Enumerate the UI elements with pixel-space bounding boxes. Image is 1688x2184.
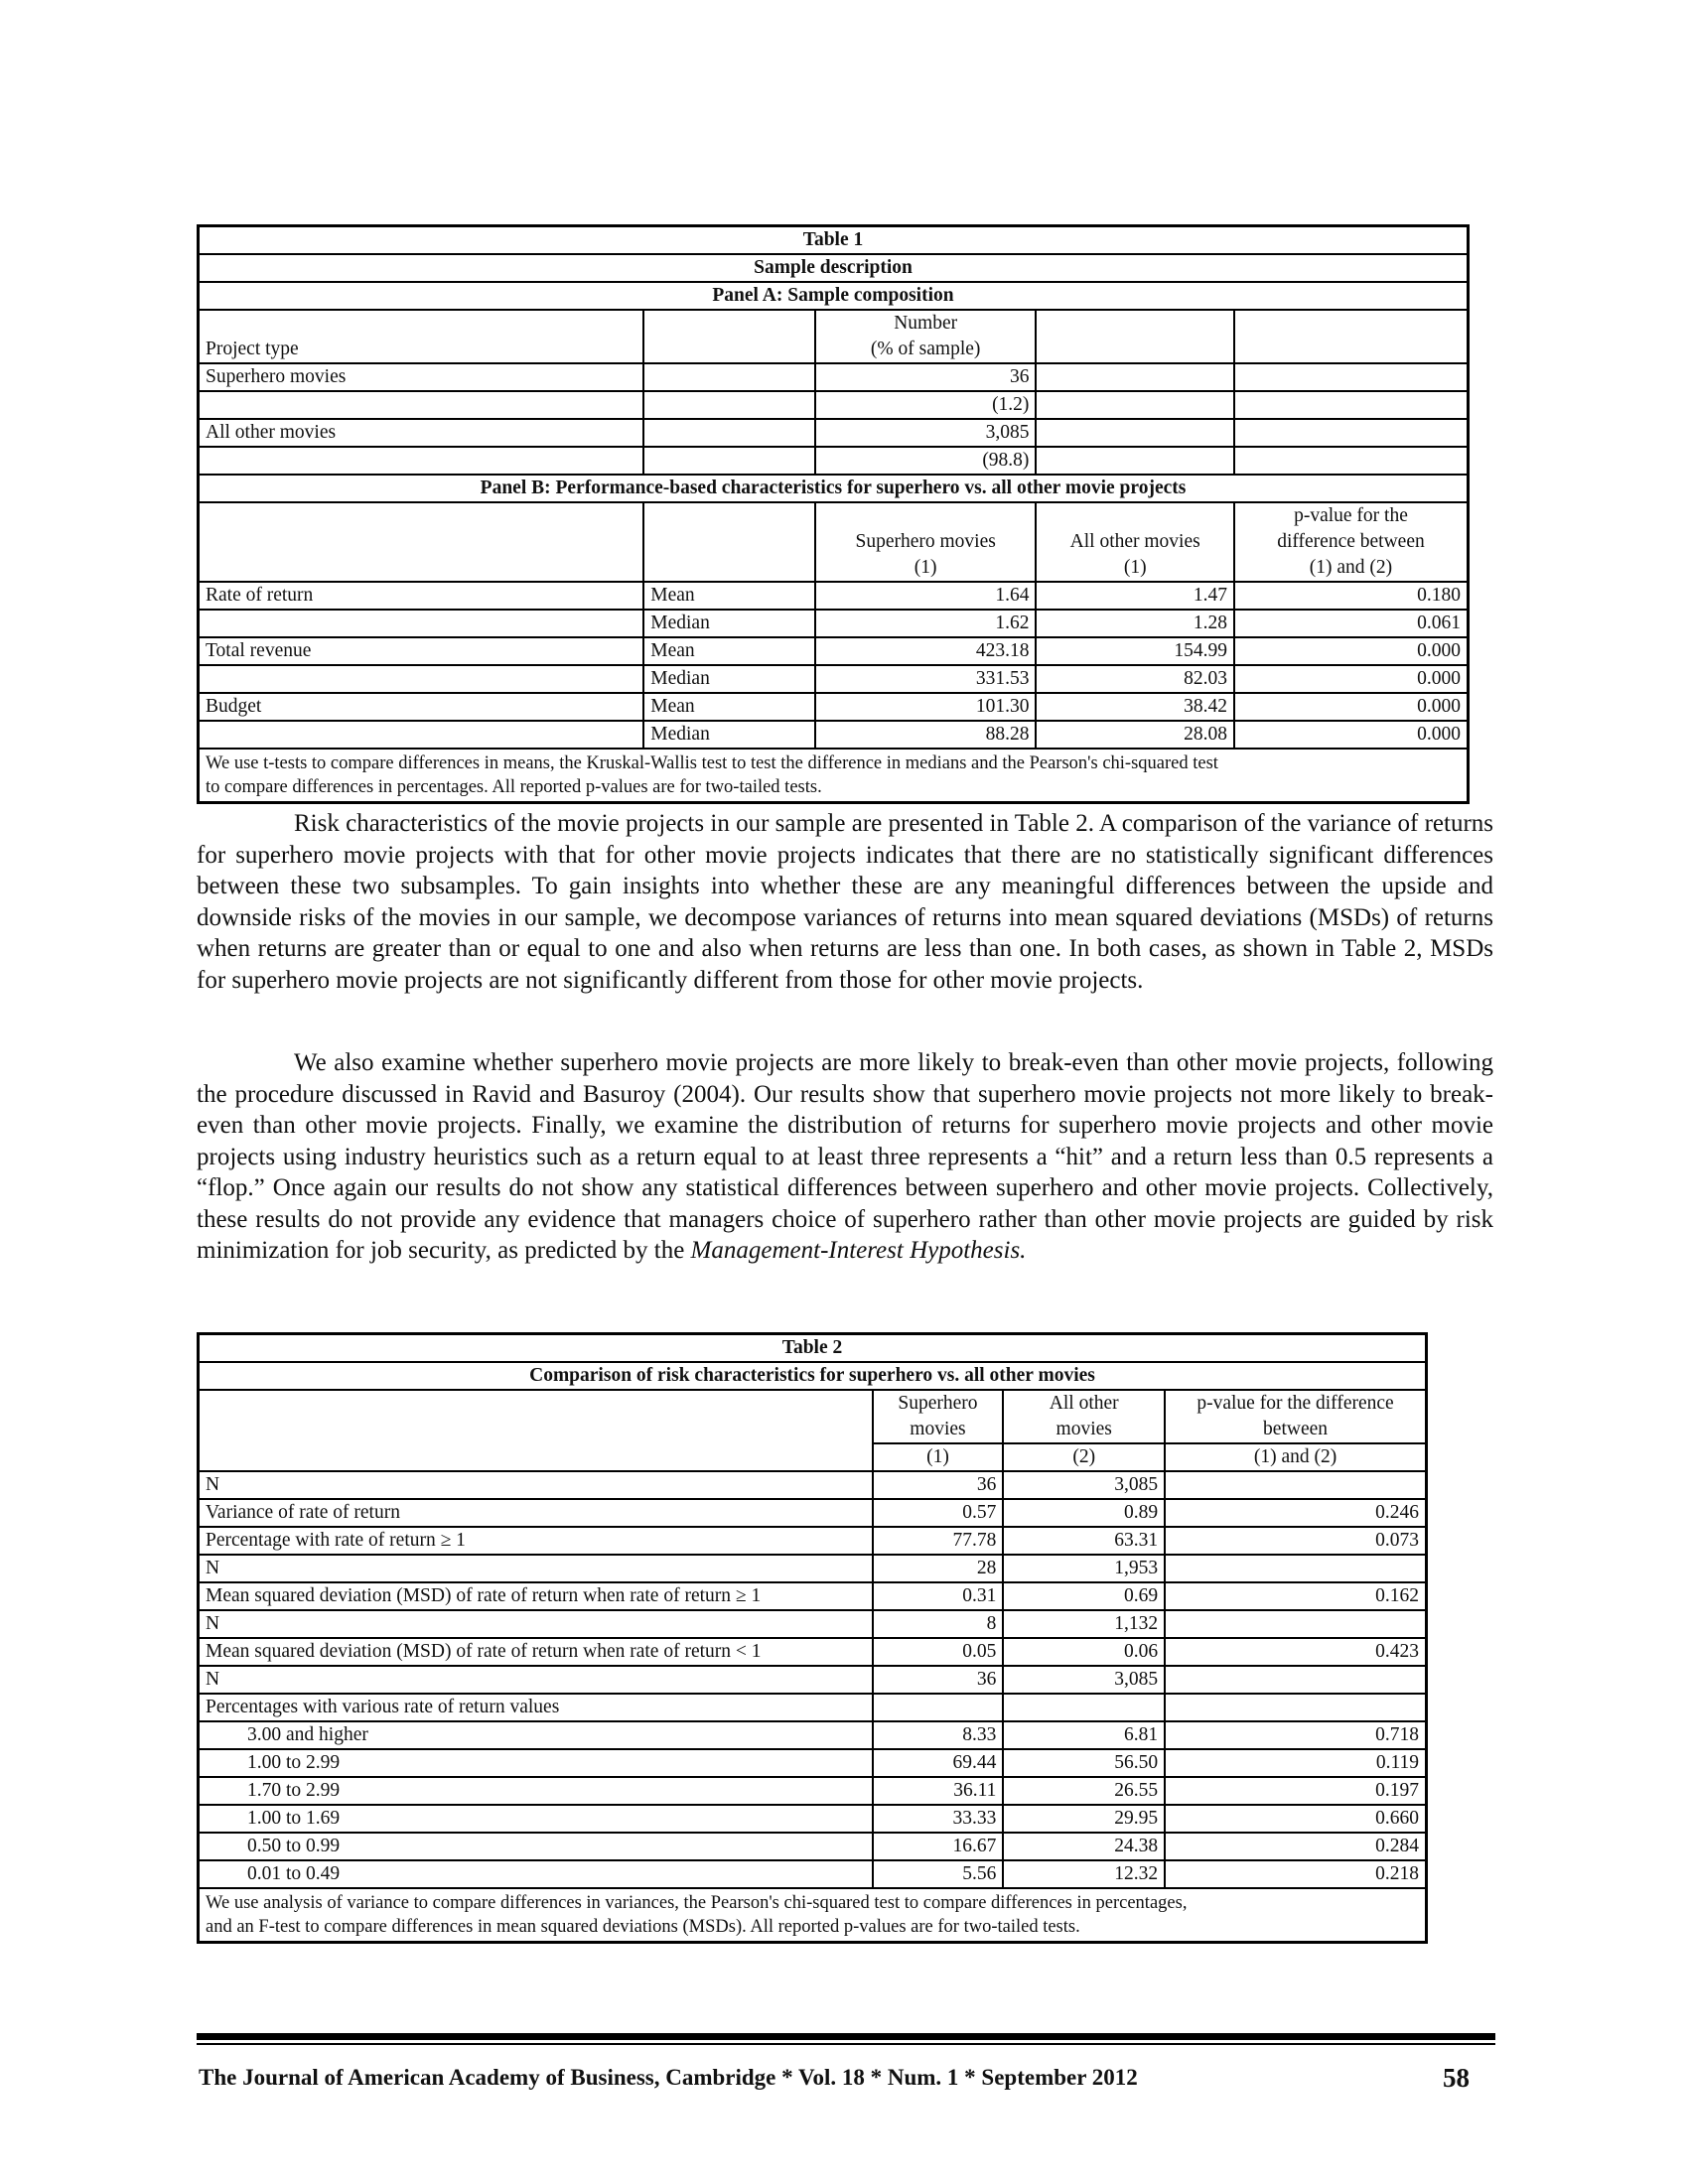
table-row: Mean squared deviation (MSD) of rate of return when rate of return ≥ 1 0.31 0.69 0.162 xyxy=(199,1582,1427,1610)
table-1 xyxy=(197,224,1470,804)
table-row: 3.00 and higher 8.33 6.81 0.718 xyxy=(199,1721,1427,1749)
p-value-header: p-value for the difference between (1) and (2) xyxy=(1234,502,1469,582)
table-row: Median 88.28 28.08 0.000 xyxy=(199,721,1469,749)
table-note: We use analysis of variance to compare differences in variances, the Pearson's chi-squared test to compare differences in percentages, and an F-test to compare differences in mean squared deviations (MSDs). All reported p-values are for two-tailed tests. xyxy=(199,1888,1427,1943)
table-row: 0.50 to 0.99 16.67 24.38 0.284 xyxy=(199,1833,1427,1860)
table-row: Median 1.62 1.28 0.061 xyxy=(199,610,1469,637)
table-row: 1.00 to 1.69 33.33 29.95 0.660 xyxy=(199,1805,1427,1833)
project-type-header: Project type xyxy=(199,310,644,363)
table-row: N 36 3,085 xyxy=(199,1471,1427,1499)
p-value-header: p-value for the difference between xyxy=(1165,1390,1426,1443)
table-row: 1.00 to 2.99 69.44 56.50 0.119 xyxy=(199,1749,1427,1777)
hypothesis-name: Management-Interest Hypothesis. xyxy=(690,1237,1027,1264)
table-row: 1.70 to 2.99 36.11 26.55 0.197 xyxy=(199,1777,1427,1805)
table-row: Rate of return Mean 1.64 1.47 0.180 xyxy=(199,582,1469,610)
table-row: All other movies 3,085 xyxy=(199,419,1469,447)
table-subtitle: Comparison of risk characteristics for superhero vs. all other movies xyxy=(199,1362,1427,1390)
table-title: Table 2 xyxy=(199,1334,1427,1363)
table-row: N 28 1,953 xyxy=(199,1555,1427,1582)
superhero-header: Superhero movies xyxy=(873,1390,1004,1443)
table-row: 0.01 to 0.49 5.56 12.32 0.218 xyxy=(199,1860,1427,1888)
table-row: (1.2) xyxy=(199,391,1469,419)
body-paragraph: Risk characteristics of the movie projects in our sample are presented in Table 2. A comparison of the variance of returns for superhero movie projects with that for other movie projects indicates that there are no statistically significant differences between these two subsamples. To gain insights into whether these are any meaningful differences between the upside and downside risks of the movies in our sample, we decompose variances of returns into mean squared deviations (MSDs) of returns when returns are greater than or equal to one and also when returns are less than one. In both cases, as shown in Table 2, MSDs for superhero movie projects are not significantly different from those for other movie projects. xyxy=(197,810,1493,994)
table-row: (98.8) xyxy=(199,447,1469,475)
table-title: Table 1 xyxy=(199,226,1469,255)
empty-cell xyxy=(1036,310,1234,363)
table-row: Budget Mean 101.30 38.42 0.000 xyxy=(199,693,1469,721)
table-row: Superhero movies 36 xyxy=(199,363,1469,391)
number-header: Number (% of sample) xyxy=(815,310,1037,363)
body-paragraph: We also examine whether superhero movie projects are more likely to break-even than other movie projects, following the procedure discussed in Ravid and Basuroy (2004). Our results show that superhero movie projects not more likely to break-even than other movie projects. Finally, we examine the distribution of returns for superhero movie projects and other movie projects using industry heuristics such as a return equal to at least three represents a “hit” and a return less than 0.5 represents a “flop.” Once again our results do not show any statistical differences between superhero and other movie projects. Collectively, these results do not provide any evidence that managers choice of superhero rather than other movie projects are guided by risk minimization for job security, as predicted by the Management-Interest Hypothesis. xyxy=(197,1049,1493,1264)
empty-cell xyxy=(1234,310,1469,363)
page-number: 58 xyxy=(1443,2063,1470,2093)
table-row: N 36 3,085 xyxy=(199,1666,1427,1694)
table-row: Median 331.53 82.03 0.000 xyxy=(199,665,1469,693)
table-row: Percentages with various rate of return values xyxy=(199,1694,1427,1721)
panel-b-title: Panel B: Performance-based characteristics for superhero vs. all other movie projects xyxy=(199,475,1469,502)
panel-a-title: Panel A: Sample composition xyxy=(199,282,1469,310)
superhero-header: Superhero movies (1) xyxy=(815,502,1037,582)
table-subtitle: Sample description xyxy=(199,254,1469,282)
other-header: All other movies (1) xyxy=(1036,502,1234,582)
table-row: Total revenue Mean 423.18 154.99 0.000 xyxy=(199,637,1469,665)
other-header: All other movies xyxy=(1003,1390,1165,1443)
table-row: Variance of rate of return 0.57 0.89 0.246 xyxy=(199,1499,1427,1527)
journal-citation: The Journal of American Academy of Business, Cambridge * Vol. 18 * Num. 1 * September 2012 xyxy=(199,2065,1138,2090)
page-footer xyxy=(199,2063,1470,2093)
table-2: Table 2 Comparison of risk characteristics for superhero vs. all other movies Superhero movies All other movies p-value for the difference between (1) (2) (1) and (2) N 36 3,085 Variance of rate of return 0.57 0.89 0.246 Percentage with rate of return ≥ 1 77.78 63.31 0.073 N 28 1,953 Mean squared deviation (MSD) of rate of return when rate of return ≥ 1 0.31 0.69 0.162 N 8 1,132 Mean squared deviation (MSD) of rate of return when rate of return < 1 0.05 0.06 0.423 N 36 3,085 Percentages with various rate of return values 3.00 and higher 8.33 6.81 0.718 1.00 to 2.99 69.44 56.50 0.119 1.70 to 2.99 36.11 26.55 0.197 1.00 to 1.69 33.33 29.95 0.660 0.50 to 0.99 16.67 24.38 0.284 0.01 to 0.49 5.56 12.32 0.218 We use analysis of variance to compare differences in variances, the Pearson's chi-squared test to compare differences in percentages, and an F-test to compare differences in mean squared deviations (MSDs). All reported p-values are for two-tailed tests. xyxy=(197,1332,1428,1944)
table-row: Mean squared deviation (MSD) of rate of return when rate of return < 1 0.05 0.06 0.423 xyxy=(199,1638,1427,1666)
empty-cell xyxy=(643,310,815,363)
table-row: N 8 1,132 xyxy=(199,1610,1427,1638)
footer-rule-thick xyxy=(197,2033,1495,2040)
footer-rule-thin xyxy=(197,2043,1495,2045)
table-row: Percentage with rate of return ≥ 1 77.78 63.31 0.073 xyxy=(199,1527,1427,1555)
table-note: We use t-tests to compare differences in means, the Kruskal-Wallis test to test the difference in medians and the Pearson's chi-squared test to compare differences in percentages. All reported p-values are for two-tailed tests. xyxy=(199,749,1469,803)
